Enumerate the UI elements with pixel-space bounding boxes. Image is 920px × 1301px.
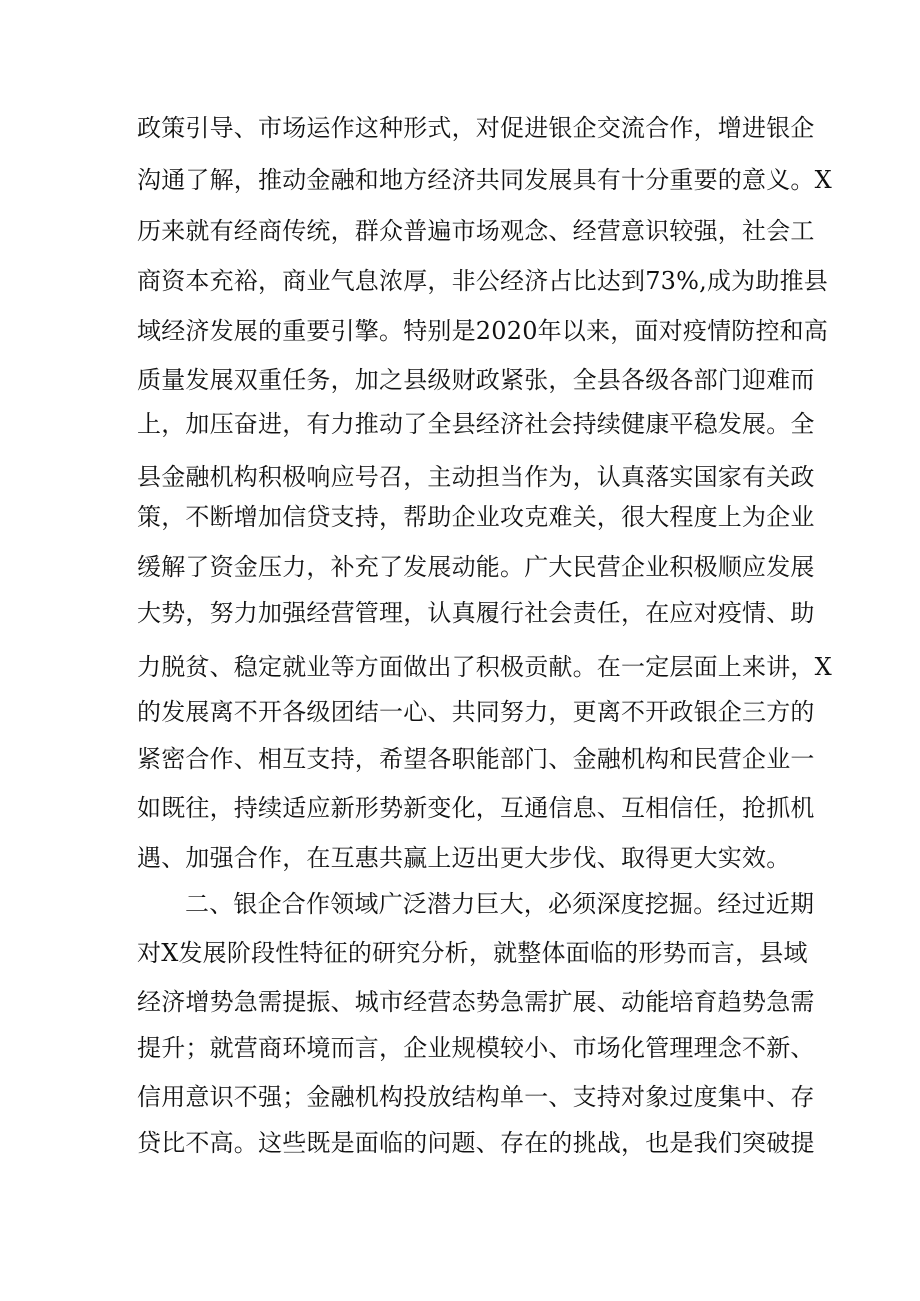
text-line: 大势，努力加强经营管理，认真履行社会责任，在应对疫情、助	[137, 599, 815, 627]
text-line: 紧密合作、相互支持，希望各职能部门、金融机构和民营企业一	[137, 745, 815, 773]
text-line: 贷比不高。这些既是面临的问题、存在的挑战，也是我们突破提	[137, 1129, 815, 1157]
text-line: 如既往，持续适应新形势新变化，互通信息、互相信任，抢抓机	[137, 794, 815, 822]
text-line: 沟通了解，推动金融和地方经济共同发展具有十分重要的意义。X	[137, 166, 832, 194]
text-line: 策，不断增加信贷支持，帮助企业攻克难关，很大程度上为企业	[137, 503, 815, 531]
text-line: 上，加压奋进，有力推动了全县经济社会持续健康平稳发展。全	[137, 410, 815, 438]
text-line: 县金融机构积极响应号召，主动担当作为，认真落实国家有关政	[137, 463, 815, 491]
text-line: 缓解了资金压力，补充了发展动能。广大民营企业积极顺应发展	[137, 553, 815, 581]
text-line: 商资本充裕，商业气息浓厚，非公经济占比达到73%,成为助推县	[137, 267, 828, 295]
text-line: 对X发展阶段性特征的研究分析，就整体面临的形势而言，县域	[137, 939, 808, 967]
text-line: 经济增势急需提振、城市经营态势急需扩展、动能培育趋势急需	[137, 988, 815, 1016]
paragraph-heading-line: 二、银企合作领域广泛潜力巨大，必须深度挖掘。经过近期	[185, 890, 815, 918]
text-line: 政策引导、市场运作这种形式，对促进银企交流合作，增进银企	[137, 114, 815, 142]
text-line: 的发展离不开各级团结一心、共同努力，更离不开政银企三方的	[137, 698, 815, 726]
text-line: 遇、加强合作，在互惠共赢上迈出更大步伐、取得更大实效。	[137, 844, 791, 872]
text-line: 质量发展双重任务，加之县级财政紧张，全县各级各部门迎难而	[137, 366, 815, 394]
text-line: 力脱贫、稳定就业等方面做出了积极贡献。在一定层面上来讲，X	[137, 653, 832, 681]
text-line: 历来就有经商传统，群众普遍市场观念、经营意识较强，社会工	[137, 217, 815, 245]
text-line: 提升；就营商环境而言，企业规模较小、市场化管理理念不新、	[137, 1034, 815, 1062]
text-line: 域经济发展的重要引擎。特别是2020年以来，面对疫情防控和高	[137, 317, 829, 345]
text-line: 信用意识不强；金融机构投放结构单一、支持对象过度集中、存	[137, 1083, 815, 1111]
